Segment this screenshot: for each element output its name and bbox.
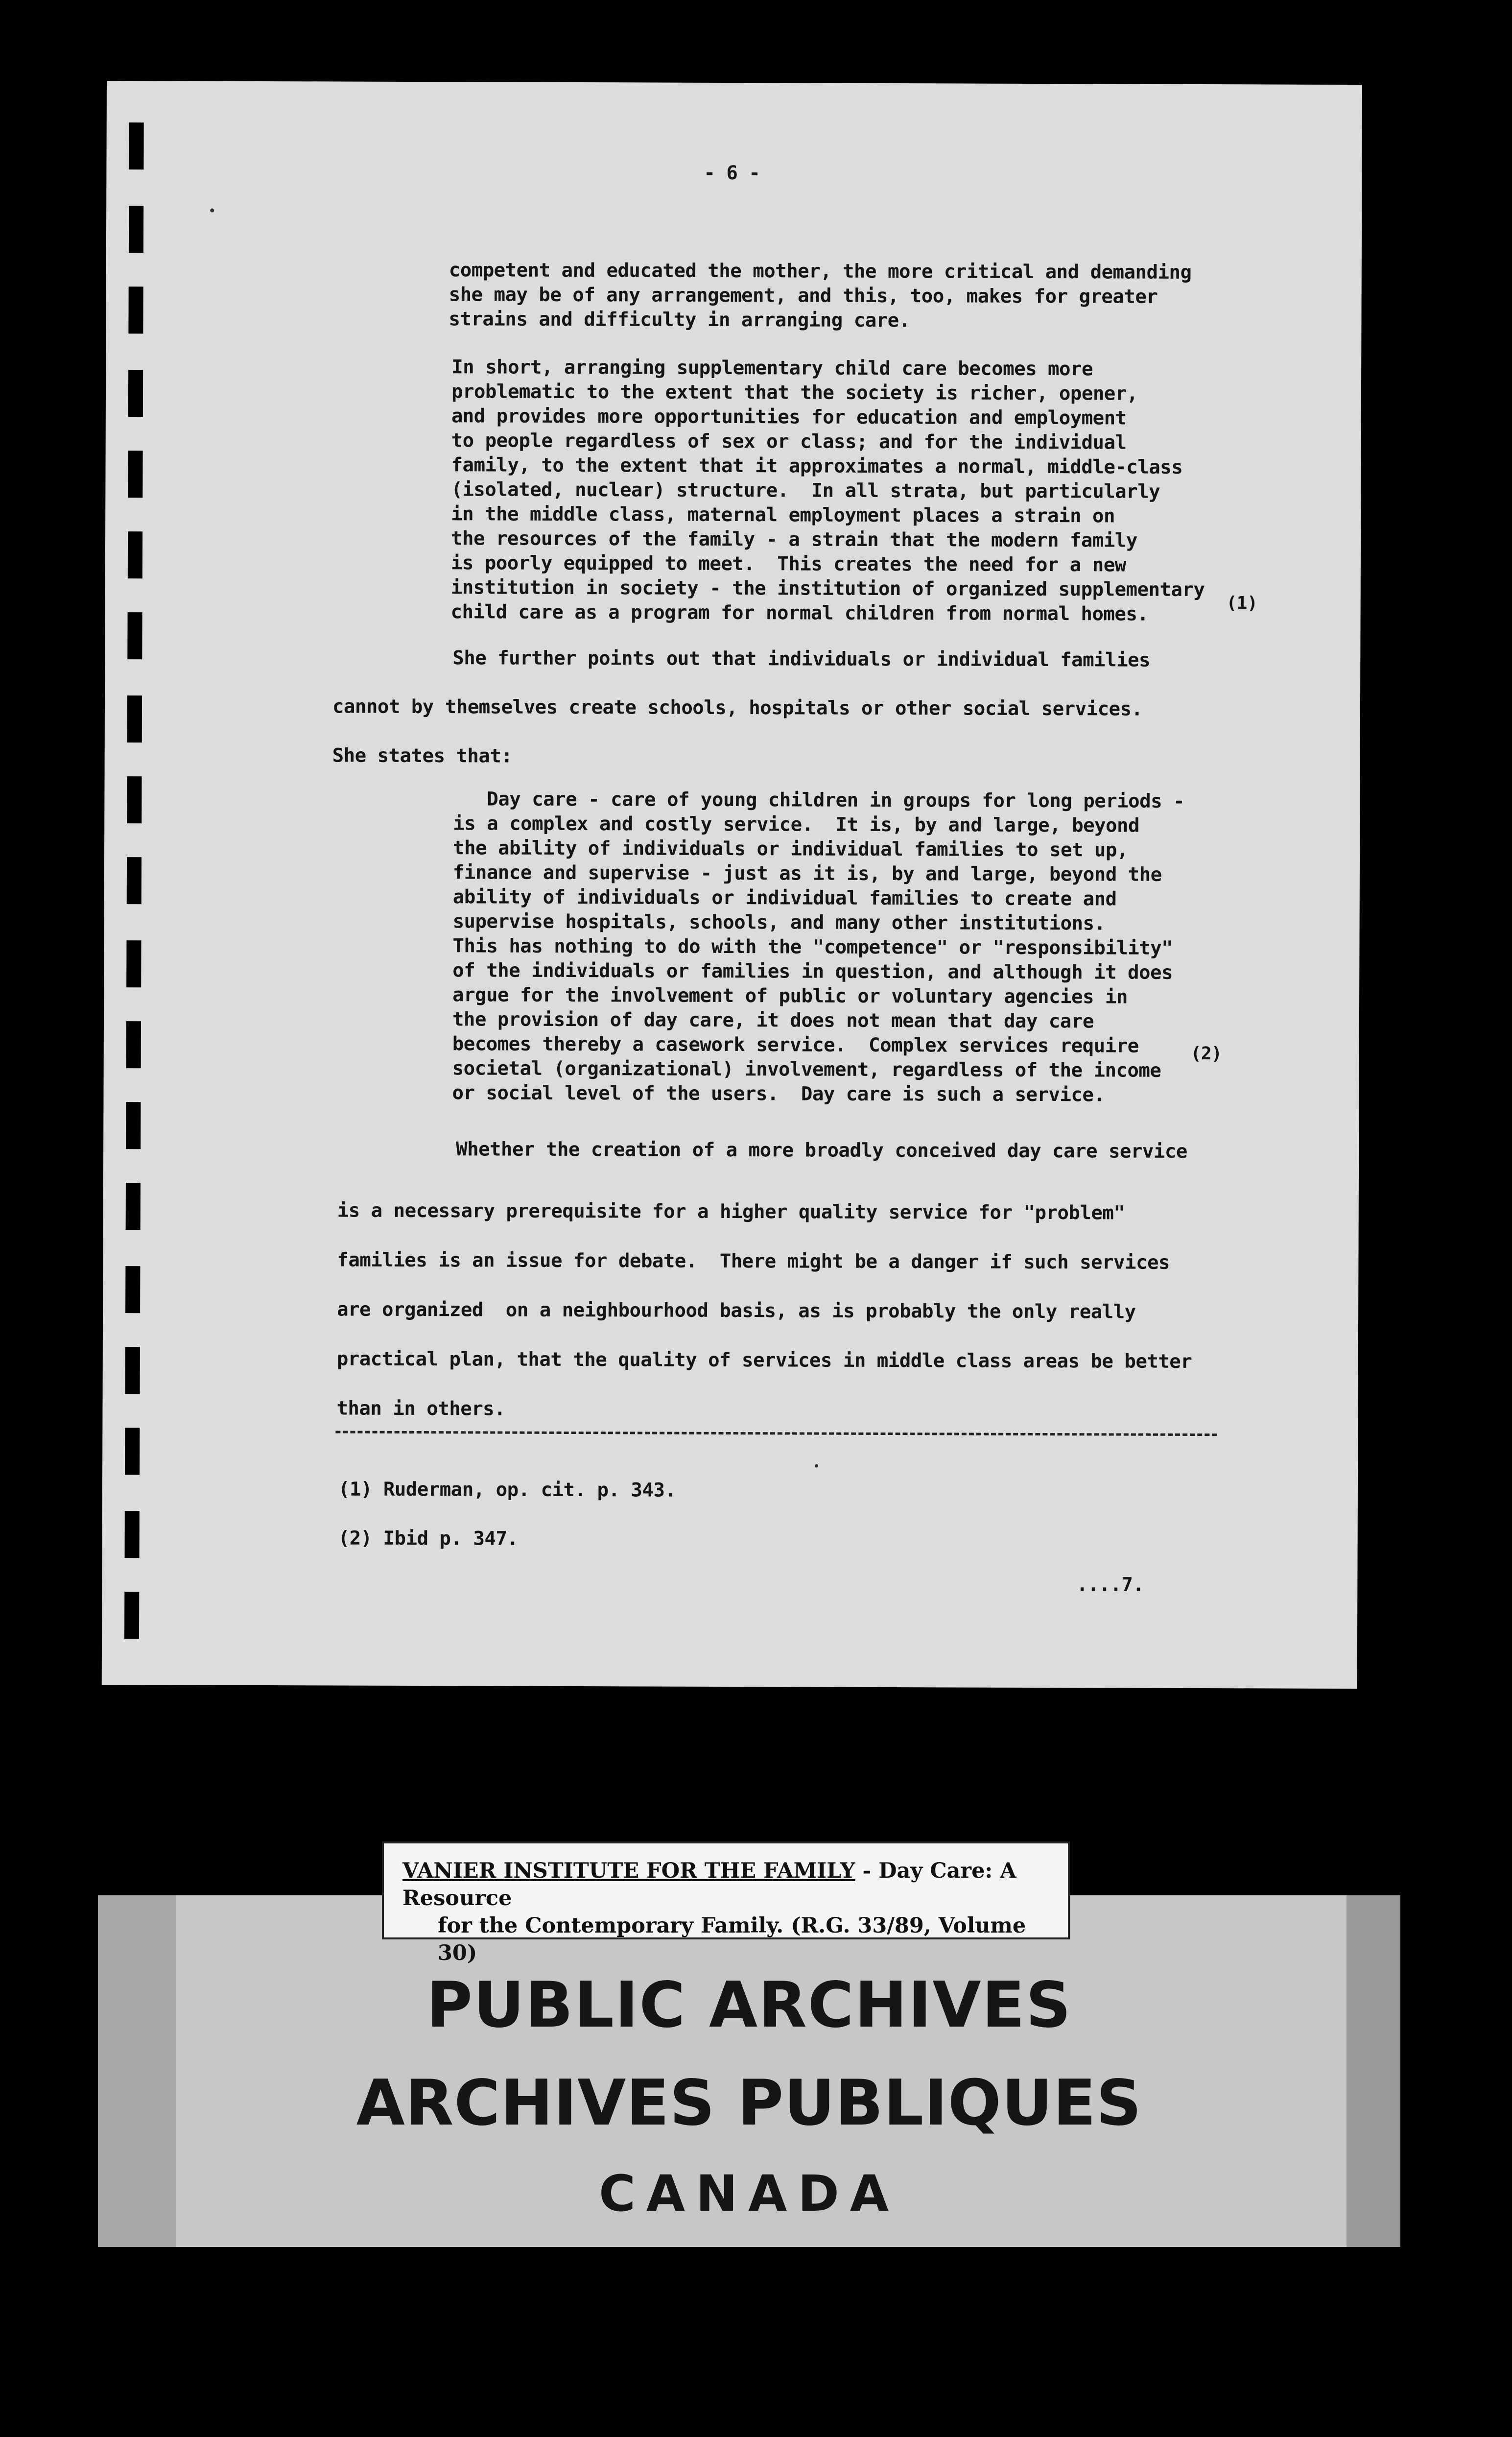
paragraph-continuation: competent and educated the mother, the more critical and demanding she may be of any arrangement, and this, too, makes for greater strains and difficulty in arranging care. xyxy=(449,259,1192,332)
footnote-ref-1: (1) xyxy=(1226,593,1258,614)
collection-label xyxy=(382,1841,1070,1965)
paragraph-in-short: In short, arranging supplementary child care becomes more problematic to the extent that the society is richer, opener, and provides more opportunities for education and employment to people regardless of sex or class; and for the individual family, to the extent that it approximates a normal, middle-class (isolated, nuclear) structure. In all strata, but particularly in the middle class, maternal employment places a strain on the resources of the family - a strain that the modern family is poorly equipped to meet. This creates the need for a new institution in society - the institution of organized supplementary child care as a program for normal children from normal homes. xyxy=(450,356,1205,625)
typed-text xyxy=(102,81,1362,1689)
paragraph-whether-rest: is a necessary prerequisite for a higher quality service for "problem" families is an issue for debate. There might be a danger if such services are organized on a neighbourhood basis, as is probably the only really practical plan, that the quality of services in middle class areas be better than in others. xyxy=(336,1199,1192,1420)
paragraph-whether: Whether the creation of a more broadly conceived day care service xyxy=(456,1138,1187,1163)
label-title-part1: - Day Care: A Resource xyxy=(402,1859,1016,1911)
continuation-marker: ....7. xyxy=(1076,1574,1144,1596)
paragraph-cannot: cannot by themselves create schools, hospitals or other social services. xyxy=(332,695,1143,720)
paragraph-she-further: She further points out that individuals or individual families xyxy=(452,647,1151,671)
footnote-1: (1) Ruderman, op. cit. p. 343. xyxy=(338,1478,676,1502)
institute-name: VANIER INSTITUTE FOR THE FAMILY xyxy=(402,1859,855,1883)
footnote-2: (2) Ibid p. 347. xyxy=(338,1527,519,1550)
footnote-ref-2: (2) xyxy=(1190,1043,1222,1064)
label-title-part2: for the Contemporary Family. (R.G. 33/89, Volume 30) xyxy=(438,1913,1026,1965)
document-page xyxy=(102,81,1362,1689)
stamp-line-2: ARCHIVES PUBLIQUES xyxy=(356,2067,1142,2140)
block-quote: Day care - care of young children in groups for long periods - is a complex and costly service. It is, by and large, beyond the ability of individuals or individual families to set up, finance and supervise - just as it is, by and large, beyond the ability of individuals or individual families to create and supervise hospitals, schools, and many other institutions. This has nothing to do with the "competence" or "responsibility" of the individuals or families in question, and although it does argue for the involvement of public or voluntary agencies in the provision of day care, it does not mean that day care becomes thereby a casework service. Complex services require societal (organizational) involvement, regardless of the income or social level of the users. Day care is such a service. xyxy=(452,788,1185,1106)
paragraph-she-states: She states that: xyxy=(332,744,513,767)
stamp-line-1: PUBLIC ARCHIVES xyxy=(426,1969,1072,2042)
page-number: - 6 - xyxy=(704,162,760,185)
stamp-line-3: CANADA xyxy=(599,2165,899,2223)
label-line-1 xyxy=(402,1857,1068,1912)
